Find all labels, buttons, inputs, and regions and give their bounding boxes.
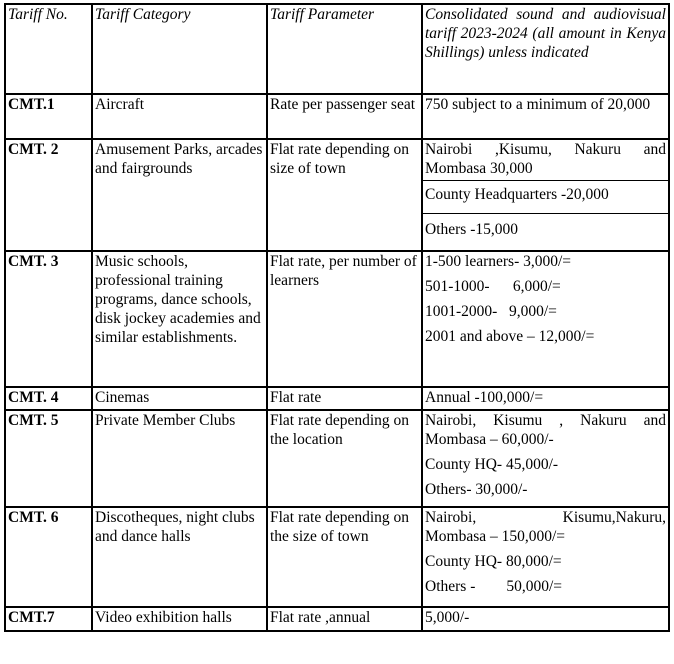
- tariff-id: CMT. 4: [5, 387, 92, 410]
- header-category: Tariff Category: [92, 4, 267, 94]
- tariff-category: Aircraft: [92, 94, 267, 139]
- tariff-parameter: Flat rate ,annual: [267, 607, 422, 631]
- header-tariff-no: Tariff No.: [5, 4, 92, 94]
- tariff-value: County HQ- 45,000/-: [425, 456, 559, 473]
- tariff-parameter: Rate per passenger seat: [267, 94, 422, 139]
- table-row: [5, 251, 669, 387]
- tariff-value: 501-1000- 6,000/=: [425, 278, 561, 295]
- tariff-category: Private Member Clubs: [92, 410, 267, 507]
- tariff-category: Cinemas: [92, 387, 267, 410]
- tariff-value: 1001-2000- 9,000/=: [425, 303, 557, 320]
- table-row: [5, 94, 669, 139]
- tariff-parameter: Flat rate depending on the size of town: [267, 507, 422, 607]
- tariff-table: [4, 3, 670, 632]
- tariff-value: Nairobi, Kisumu , Nakuru and Mombasa – 60,000/-: [425, 412, 666, 448]
- tariff-values: [422, 251, 669, 387]
- header-row: [5, 4, 669, 94]
- tariff-value: County Headquarters -20,000: [423, 180, 668, 213]
- tariff-id: CMT.1: [5, 94, 92, 139]
- tariff-parameter: Flat rate depending on the location: [267, 410, 422, 507]
- table-row: [5, 607, 669, 631]
- tariff-category: Video exhibition halls: [92, 607, 267, 631]
- tariff-value: 2001 and above – 12,000/=: [425, 328, 595, 345]
- table-row: [5, 507, 669, 607]
- header-consolidated-tariff: Consolidated sound and audiovisual tariff 2023-2024 (all amount in Kenya Shillings) unless indicated: [422, 4, 669, 94]
- table-row: [5, 410, 669, 507]
- tariff-value: 750 subject to a minimum of 20,000: [422, 94, 669, 139]
- tariff-category: Music schools, professional training programs, dance schools, disk jockey academies and similar establishments.: [92, 251, 267, 387]
- table-row: [5, 387, 669, 410]
- tariff-parameter: Flat rate: [267, 387, 422, 410]
- tariff-value: Annual -100,000/=: [422, 387, 669, 410]
- tariff-category: Amusement Parks, arcades and fairgrounds: [92, 139, 267, 251]
- tariff-parameter: Flat rate, per number of learners: [267, 251, 422, 387]
- tariff-category: Discotheques, night clubs and dance halls: [92, 507, 267, 607]
- tariff-id: CMT. 6: [5, 507, 92, 607]
- tariff-value: Others - 50,000/=: [425, 578, 563, 595]
- tariff-value: Nairobi, Kisumu,Nakuru, Mombasa – 150,000/=: [425, 509, 670, 545]
- tariff-values: [422, 507, 669, 607]
- tariff-value: Others -15,000: [423, 213, 668, 239]
- table-row: [5, 139, 669, 251]
- tariff-id: CMT. 3: [5, 251, 92, 387]
- tariff-id: CMT. 5: [5, 410, 92, 507]
- tariff-values: [422, 410, 669, 507]
- tariff-parameter: Flat rate depending on size of town: [267, 139, 422, 251]
- tariff-value: Others- 30,000/-: [425, 481, 528, 498]
- header-parameter: Tariff Parameter: [267, 4, 422, 94]
- tariff-id: CMT. 2: [5, 139, 92, 251]
- tariff-value: County HQ- 80,000/=: [425, 553, 562, 570]
- tariff-value: 1-500 learners- 3,000/=: [425, 253, 572, 270]
- tariff-id: CMT.7: [5, 607, 92, 631]
- tariff-values: [422, 139, 669, 251]
- tariff-value: 5,000/-: [422, 607, 669, 631]
- tariff-value: Nairobi ,Kisumu, Nakuru and Mombasa 30,000: [425, 141, 666, 177]
